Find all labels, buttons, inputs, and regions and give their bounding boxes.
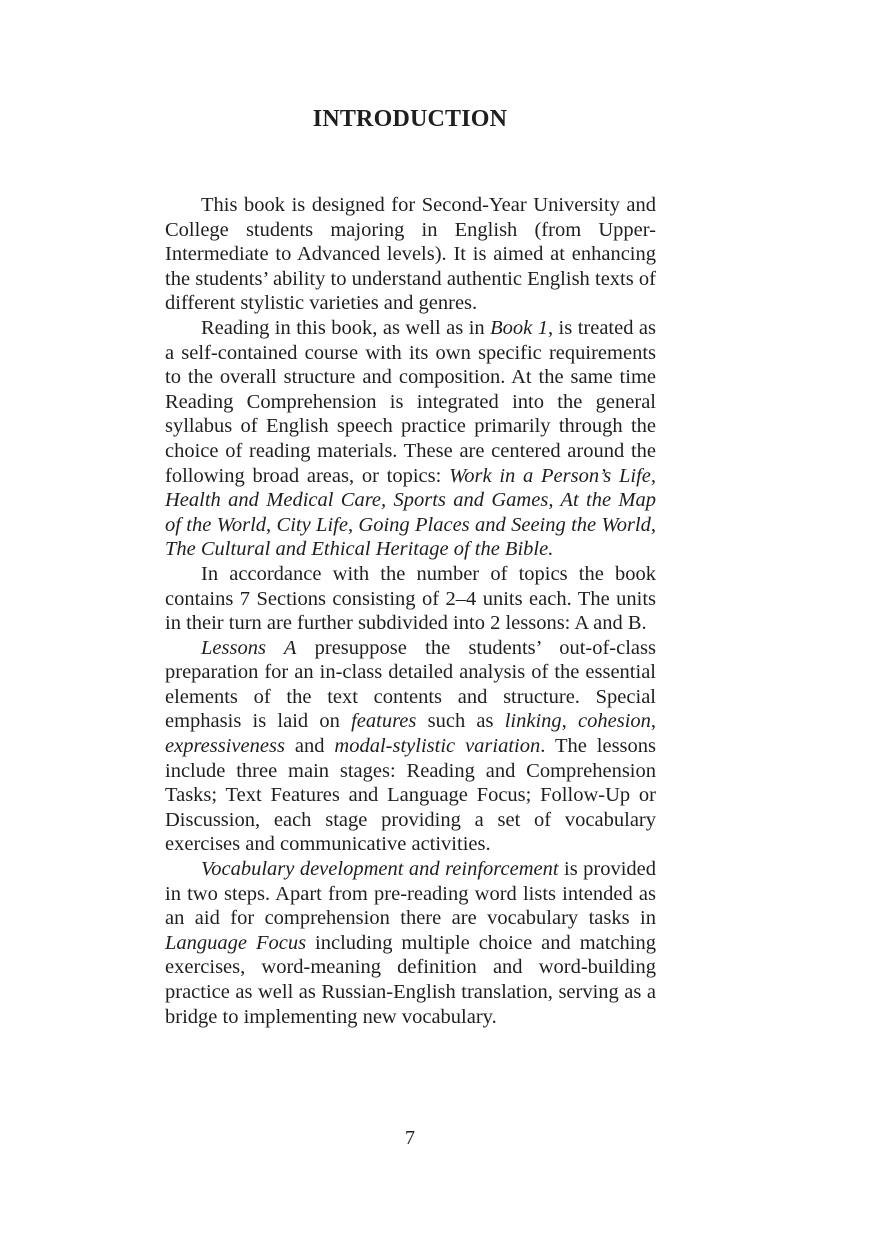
italic-text-span: Work in a Person’s Life, Health and Medical Care, Sports and Games, At the Map of the World, City Life, Going Places and Seeing the World, The Cultural and Ethical Heritage of the Bible. <box>165 464 656 561</box>
italic-text-span: Lessons A <box>201 636 297 659</box>
text-span: . The lessons include three main stages: Reading and Comprehension Tasks; Text Features and Language Focus; Follow-Up or Discussion, each stage providing a set of vocabulary exercises and communicative activities. <box>165 735 656 856</box>
paragraph-2 <box>165 316 656 562</box>
text-span: , <box>561 710 579 733</box>
text-span: is provided in two steps. Apart from pre-reading word lists intended as an aid for comprehension there are vocabulary tasks in <box>165 858 656 930</box>
text-span: such as <box>416 710 505 733</box>
italic-text-span: Vocabulary development and reinforcement <box>201 858 559 881</box>
text-span: , is treated as a self-contained course with its own specific requirements to the overall structure and composition. At the same time Reading Comprehension is integrated into the general syllabus of English speech practice primarily through the choice of reading materials. These are centered around the following broad areas, or topics: <box>165 316 657 487</box>
text-span: This book is designed for Second-Year University and College students majoring in English (from Upper-Intermediate to Advanced levels). It is aimed at enhancing the students’ ability to understand authentic English texts of different stylistic varieties and genres. <box>165 194 656 315</box>
italic-text-span: cohesion <box>578 710 651 733</box>
italic-text-span: modal-stylistic variation <box>334 735 541 758</box>
introduction-body <box>165 193 656 1029</box>
paragraph-3 <box>165 562 656 636</box>
text-span: presuppose the students’ out-of-class preparation for an in-class detailed analysis of the essential elements of the text contents and structure. Special emphasis is laid on <box>165 636 656 733</box>
italic-text-span: Language Focus <box>165 931 307 954</box>
text-span: and <box>284 735 335 758</box>
italic-text-span: Book 1 <box>490 316 548 339</box>
paragraph-1 <box>165 193 656 316</box>
text-span: Reading in this book, as well as in <box>201 316 491 339</box>
chapter-title: INTRODUCTION <box>312 106 508 132</box>
italic-text-span: features <box>351 710 417 733</box>
text-span: In accordance with the number of topics the book contains 7 Sections consisting of 2–4 units each. The units in their turn are further subdivided into 2 lessons: A and B. <box>165 562 656 635</box>
page-number: 7 <box>405 1127 415 1149</box>
italic-text-span: linking <box>504 710 562 733</box>
text-span: , <box>650 710 657 733</box>
text-span: including multiple choice and matching exercises, word-meaning definition and word-building practice as well as Russian-English translation, serving as a bridge to implementing new vocabulary. <box>165 931 656 1028</box>
italic-text-span: expressiveness <box>165 735 285 758</box>
paragraph-5 <box>165 857 656 1029</box>
paragraph-4 <box>165 636 656 857</box>
